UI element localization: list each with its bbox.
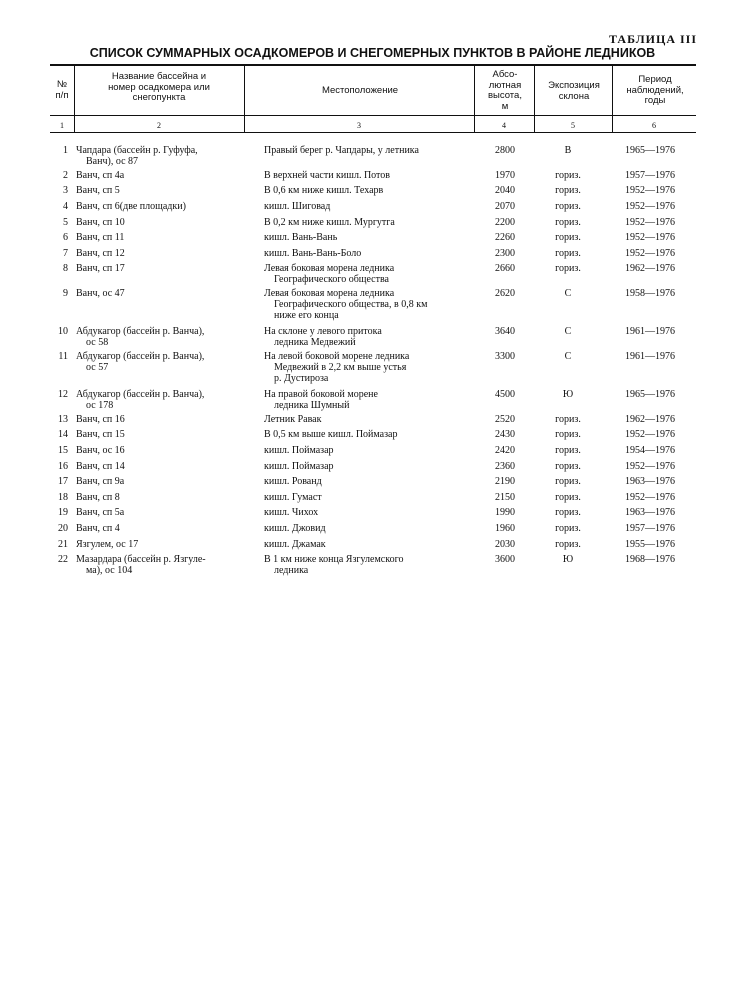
location-cell-line: кишл. Поймазар [264, 460, 334, 472]
location-cell-line: кишл. Джовид [264, 523, 326, 534]
row-number: 3 [63, 185, 68, 197]
station-name-line: Мазардара (бассейн р. Язгуле- [76, 554, 206, 566]
exposure-cell: гориз. [555, 169, 581, 181]
location-cell-line: кишл. Вань-Вань-Боло [264, 247, 362, 259]
altitude-cell: 2260 [495, 232, 515, 244]
altitude-cell: 2150 [495, 491, 515, 503]
location-cell [264, 492, 474, 503]
altitude-cell: 2040 [495, 185, 515, 197]
row-number: 12 [58, 389, 68, 400]
row-number: 15 [58, 445, 68, 456]
location-cell-line: На склоне у левого притока [264, 326, 382, 338]
period-cell: 1963—1976 [625, 507, 675, 519]
station-name-line: Абдукагор (бассейн р. Ванча), [76, 351, 205, 362]
altitude-cell: 3640 [495, 326, 515, 338]
station-name [76, 217, 242, 228]
altitude-cell: 2360 [495, 460, 515, 472]
station-name-line: Абдукагор (бассейн р. Ванча), [76, 389, 205, 400]
altitude-cell: 2070 [495, 201, 515, 212]
station-name-line: Ванч, сп 4 [76, 523, 120, 534]
exposure-cell: гориз. [555, 232, 581, 244]
location-cell-line: В верхней части кишл. Потов [264, 169, 390, 181]
altitude-cell: 3300 [495, 351, 515, 362]
station-name-line: Ванч, ос 47 [76, 288, 125, 300]
period-cell: 1954—1976 [625, 445, 675, 456]
location-cell-line: На левой боковой морене ледника [264, 351, 410, 362]
station-name-line: Ванч, сп 5 [76, 185, 120, 197]
header-no: № п/п [55, 79, 69, 101]
station-name [76, 185, 242, 196]
location-cell [264, 507, 474, 518]
station-name [76, 263, 242, 274]
exposure-cell: гориз. [555, 429, 581, 441]
location-cell-line: На правой боковой морене [264, 389, 378, 400]
location-cell [264, 185, 474, 196]
period-cell: 1958—1976 [625, 288, 675, 300]
exposure-cell: С [564, 326, 572, 338]
station-name [76, 476, 242, 487]
period-cell: 1961—1976 [625, 351, 675, 362]
period-cell: 1962—1976 [625, 263, 675, 275]
location-cell-line: кишл. Рованд [264, 476, 322, 488]
altitude-cell: 3600 [495, 554, 515, 566]
location-cell-line: Медвежий в 2,2 км выше устья [274, 362, 407, 373]
period-cell: 1952—1976 [625, 216, 675, 228]
altitude-cell: 2800 [495, 145, 515, 156]
location-cell-line: Левая боковая морена ледника [264, 288, 395, 300]
page-title: СПИСОК СУММАРНЫХ ОСАДКОМЕРОВ И СНЕГОМЕРНЫХ ПУНКТОВ В РАЙОНЕ ЛЕДНИКОВ [89, 46, 656, 60]
location-cell-line: В 0,2 км ниже кишл. Мургутга [264, 216, 395, 228]
station-name-line: Ванч, сп 12 [76, 247, 125, 259]
period-cell: 1957—1976 [625, 523, 675, 534]
station-name [76, 145, 242, 167]
location-cell [264, 217, 474, 228]
location-cell [264, 263, 474, 285]
period-cell: 1957—1976 [625, 169, 675, 181]
station-name-line: Абдукагор (бассейн р. Ванча), [76, 326, 205, 338]
row-number: 1 [63, 145, 68, 156]
column-number: 6 [652, 121, 656, 130]
altitude-cell: 2430 [495, 429, 515, 441]
station-name-line: Чапдара (бассейн р. Гуфуфа, [76, 145, 198, 156]
exposure-cell: В [564, 145, 572, 156]
station-name-line: Ванч, ос 16 [76, 445, 125, 456]
period-cell: 1968—1976 [625, 554, 675, 566]
station-name-line: Ванч, сп 14 [76, 460, 125, 472]
station-name-line: Ванч, сп 16 [76, 413, 125, 425]
exposure-cell: гориз. [555, 445, 581, 456]
station-name-line: Язгулем, ос 17 [76, 538, 139, 550]
exposure-cell: гориз. [555, 476, 581, 488]
station-name [76, 554, 242, 576]
exposure-cell: С [564, 351, 572, 362]
period-cell: 1952—1976 [625, 491, 675, 503]
location-cell [264, 539, 474, 550]
station-name [76, 201, 242, 212]
header-altitude: Абсо- лютная высота, м [488, 69, 522, 112]
exposure-cell: гориз. [555, 413, 581, 425]
location-cell [264, 554, 474, 576]
location-cell [264, 445, 474, 456]
station-name [76, 232, 242, 243]
period-cell: 1952—1976 [625, 185, 675, 197]
header-bottom-rule [50, 115, 696, 116]
location-cell-line: кишл. Чихох [264, 507, 319, 519]
station-name [76, 414, 242, 425]
station-name [76, 523, 242, 534]
location-cell [264, 201, 474, 212]
exposure-cell: С [564, 288, 572, 300]
station-name-line: ос 58 [86, 337, 109, 349]
period-cell: 1952—1976 [625, 460, 675, 472]
altitude-cell: 1970 [495, 169, 515, 181]
station-name [76, 492, 242, 503]
header-exposure: Экспозиция склона [548, 80, 600, 102]
station-name [76, 507, 242, 518]
location-cell-line: Географического общества [274, 274, 389, 286]
row-number: 4 [63, 201, 68, 212]
altitude-cell: 4500 [495, 389, 515, 400]
location-cell-line: В 1 км ниже конца Язгулемского [264, 554, 404, 566]
exposure-cell: гориз. [555, 247, 581, 259]
altitude-cell: 2200 [495, 216, 515, 228]
station-name-line: ос 57 [86, 362, 109, 373]
station-name [76, 288, 242, 299]
altitude-cell: 2300 [495, 247, 515, 259]
column-number: 5 [571, 121, 575, 130]
location-cell-line: ледника Шумный [274, 400, 350, 411]
station-name-line: Ванч, сп 4а [76, 169, 125, 181]
location-cell-line: ледника Медвежий [274, 337, 356, 349]
exposure-cell: Ю [562, 554, 574, 566]
station-name [76, 248, 242, 259]
location-cell-line: ниже его конца [274, 310, 339, 322]
location-cell-line: В 0,6 км ниже кишл. Техарв [264, 185, 384, 197]
location-cell [264, 232, 474, 243]
period-cell: 1962—1976 [625, 413, 675, 425]
station-name [76, 389, 242, 411]
period-cell: 1955—1976 [625, 538, 675, 550]
station-name [76, 326, 242, 348]
altitude-cell: 2190 [495, 476, 515, 488]
exposure-cell: гориз. [555, 523, 581, 534]
exposure-cell: гориз. [555, 507, 581, 519]
location-cell [264, 248, 474, 259]
row-number: 20 [58, 523, 68, 534]
column-numbers-rule [50, 132, 696, 133]
location-cell [264, 476, 474, 487]
location-cell [264, 170, 474, 181]
location-cell-line: Географического общества, в 0,8 км [274, 299, 428, 311]
exposure-cell: гориз. [555, 538, 581, 550]
location-cell-line: Левая боковая морена ледника [264, 263, 395, 275]
column-number: 4 [502, 121, 506, 130]
period-cell: 1965—1976 [625, 389, 675, 400]
row-number: 2 [63, 169, 68, 181]
row-number: 7 [63, 247, 68, 259]
row-number: 18 [58, 491, 68, 503]
row-number: 5 [63, 216, 68, 228]
header-period: Период наблюдений, годы [626, 74, 684, 106]
table-label: ТАБЛИЦА III [609, 32, 697, 46]
location-cell-line: кишл. Поймазар [264, 445, 334, 456]
location-cell-line: кишл. Джамак [264, 538, 326, 550]
row-number: 6 [63, 232, 68, 244]
exposure-cell: гориз. [555, 201, 581, 212]
station-name [76, 445, 242, 456]
exposure-cell: гориз. [555, 263, 581, 275]
row-number: 14 [58, 429, 68, 441]
location-cell-line: Правый берег р. Чапдары, у летника [264, 145, 419, 156]
location-cell-line: кишл. Вань-Вань [264, 232, 338, 244]
location-cell-line: Летник Равак [264, 413, 322, 425]
station-name-line: Ванч, сп 15 [76, 429, 125, 441]
period-cell: 1952—1976 [625, 232, 675, 244]
station-name-line: Ванч, сп 5а [76, 507, 125, 519]
station-name [76, 170, 242, 181]
station-name-line: Ванч, сп 9а [76, 476, 125, 488]
table-top-rule [50, 64, 696, 66]
station-name [76, 461, 242, 472]
location-cell [264, 429, 474, 440]
location-cell [264, 145, 474, 156]
location-cell-line: кишл. Гумаст [264, 491, 322, 503]
altitude-cell: 2620 [495, 288, 515, 300]
station-name [76, 429, 242, 440]
period-cell: 1963—1976 [625, 476, 675, 488]
exposure-cell: гориз. [555, 460, 581, 472]
header-name: Название бассейна и номер осадкомера или снегопункта [108, 71, 210, 103]
altitude-cell: 2030 [495, 538, 515, 550]
row-number: 13 [58, 413, 68, 425]
row-number: 8 [63, 263, 68, 275]
location-cell [264, 326, 474, 348]
station-name-line: ос 178 [86, 400, 114, 411]
row-number: 19 [58, 507, 68, 519]
period-cell: 1961—1976 [625, 326, 675, 338]
station-name-line: ма), ос 104 [86, 565, 133, 577]
location-cell-line: ледника [274, 565, 309, 577]
station-name [76, 351, 242, 373]
location-cell [264, 351, 474, 384]
row-number: 16 [58, 460, 68, 472]
location-cell-line: кишл. Шиговад [264, 201, 331, 212]
altitude-cell: 1990 [495, 507, 515, 519]
station-name-line: Ванч, сп 17 [76, 263, 125, 275]
location-cell [264, 523, 474, 534]
station-name-line: Ванч, сп 6(две площадки) [76, 201, 186, 212]
station-name-line: Ванч, сп 8 [76, 491, 120, 503]
row-number: 10 [58, 326, 68, 338]
row-number: 17 [58, 476, 68, 488]
column-number: 2 [157, 121, 161, 130]
altitude-cell: 1960 [495, 523, 515, 534]
location-cell-line: р. Дустироза [274, 373, 329, 384]
row-number: 11 [58, 351, 68, 362]
period-cell: 1952—1976 [625, 201, 675, 212]
location-cell [264, 288, 474, 321]
station-name-line: Ванч, сп 10 [76, 216, 125, 228]
row-number: 22 [58, 554, 68, 566]
exposure-cell: гориз. [555, 491, 581, 503]
exposure-cell: гориз. [555, 216, 581, 228]
altitude-cell: 2420 [495, 445, 515, 456]
station-name-line: Ванч), ос 87 [86, 156, 139, 167]
row-number: 9 [63, 288, 68, 300]
period-cell: 1952—1976 [625, 429, 675, 441]
station-name-line: Ванч, сп 11 [76, 232, 125, 244]
altitude-cell: 2520 [495, 413, 515, 425]
exposure-cell: гориз. [555, 185, 581, 197]
station-name [76, 539, 242, 550]
location-cell [264, 389, 474, 411]
header-location: Местоположение [321, 85, 399, 96]
location-cell [264, 461, 474, 472]
column-number: 1 [60, 121, 64, 130]
column-number: 3 [357, 121, 361, 130]
exposure-cell: Ю [562, 389, 574, 400]
location-cell-line: В 0,5 км выше кишл. Поймазар [264, 429, 398, 441]
row-number: 21 [58, 538, 68, 550]
period-cell: 1965—1976 [625, 145, 675, 156]
altitude-cell: 2660 [495, 263, 515, 275]
period-cell: 1952—1976 [625, 247, 675, 259]
location-cell [264, 414, 474, 425]
